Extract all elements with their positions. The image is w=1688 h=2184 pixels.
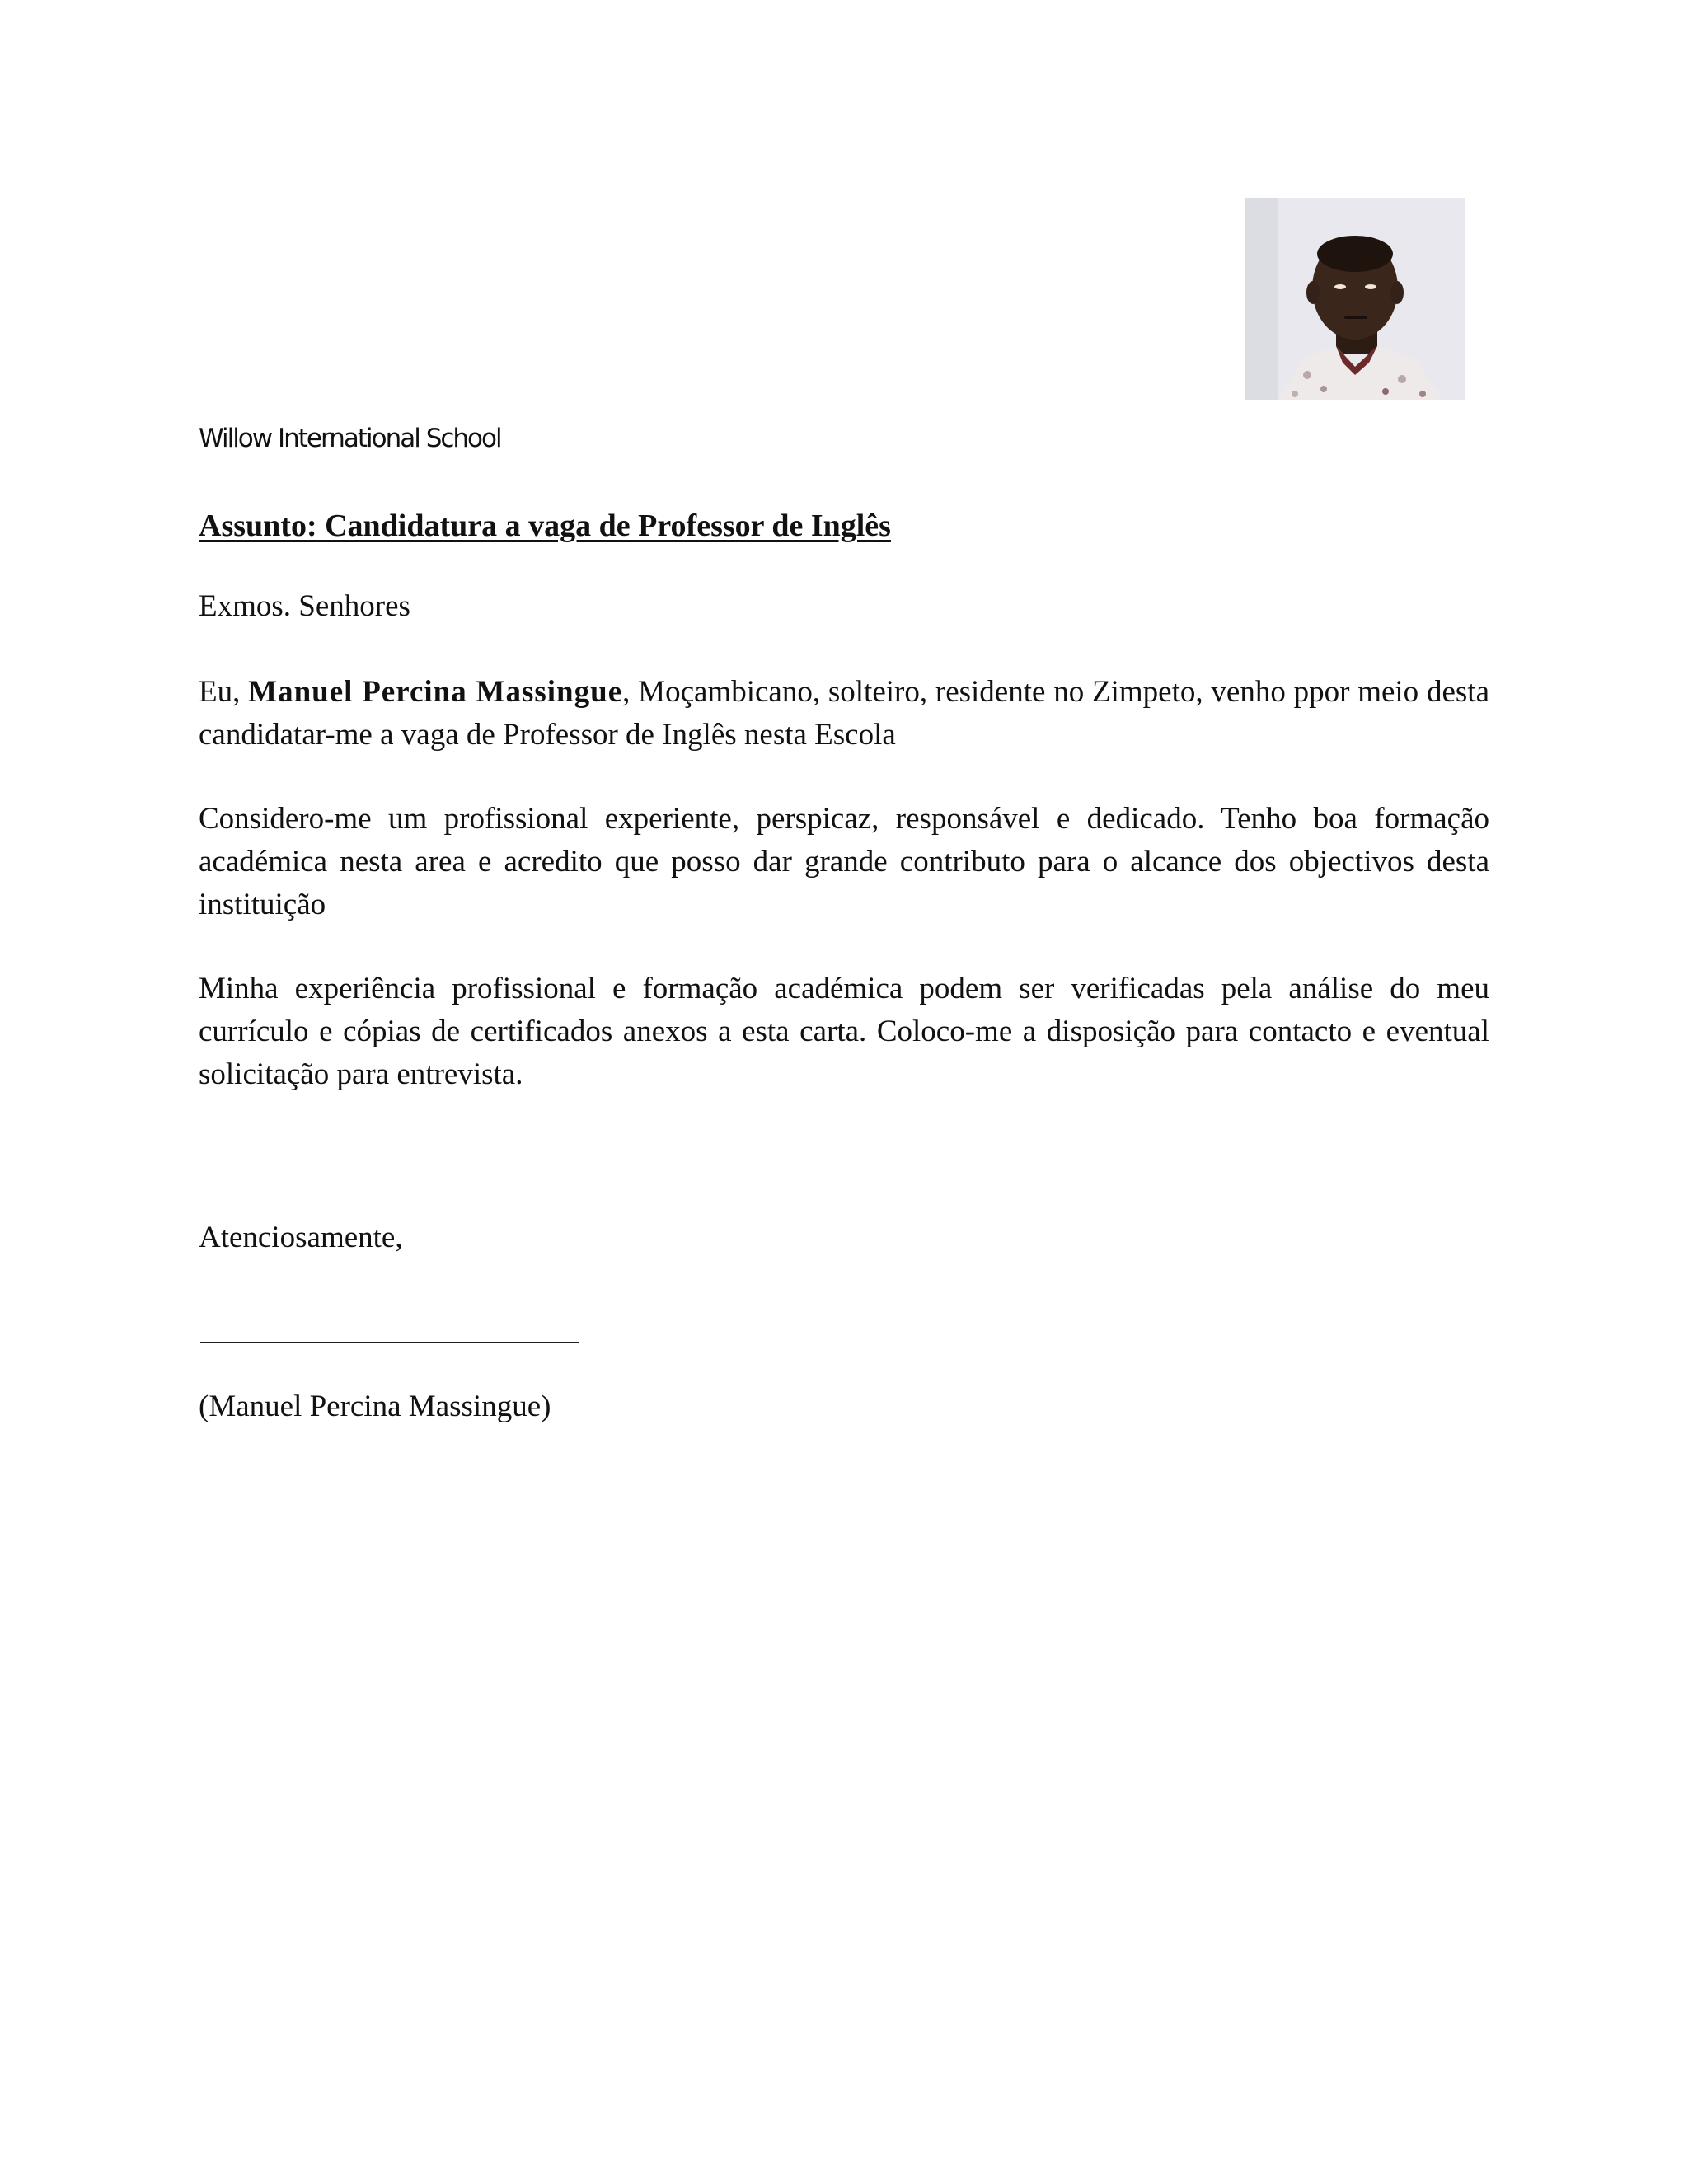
recipient-name: Willow International School	[199, 424, 501, 453]
paragraph-introduction	[199, 671, 1489, 757]
intro-suffix: , Moçambicano, solteiro, residente no Zimpeto, venho ppor meio desta candidatar-me a vaga de Professor de Inglês nesta Escola	[199, 675, 1489, 752]
letter-subject: Assunto: Candidatura a vaga de Professor de Inglês	[199, 509, 891, 543]
applicant-name-bold: Manuel Percina Massingue	[248, 675, 623, 709]
signature-line	[200, 1342, 579, 1343]
letter-closing: Atenciosamente,	[199, 1221, 403, 1254]
intro-prefix: Eu,	[199, 675, 249, 709]
letter-greeting: Exmos. Senhores	[199, 589, 410, 623]
signature-name: (Manuel Percina Massingue)	[199, 1390, 551, 1423]
applicant-photo	[1245, 198, 1465, 400]
paragraph-experience: Minha experiência profissional e formação académica podem ser verificadas pela análise do meu currículo e cópias de certificados anexos a esta carta. Coloco-me a disposição para contacto e eventual solicitação para entrevista.	[199, 972, 1489, 1091]
paragraph-qualifications: Considero-me um profissional experiente, perspicaz, responsável e dedicado. Tenho boa formação académica nesta area e acredito que posso dar grande contributo para o alcance dos objectivos desta instituição	[199, 802, 1489, 921]
